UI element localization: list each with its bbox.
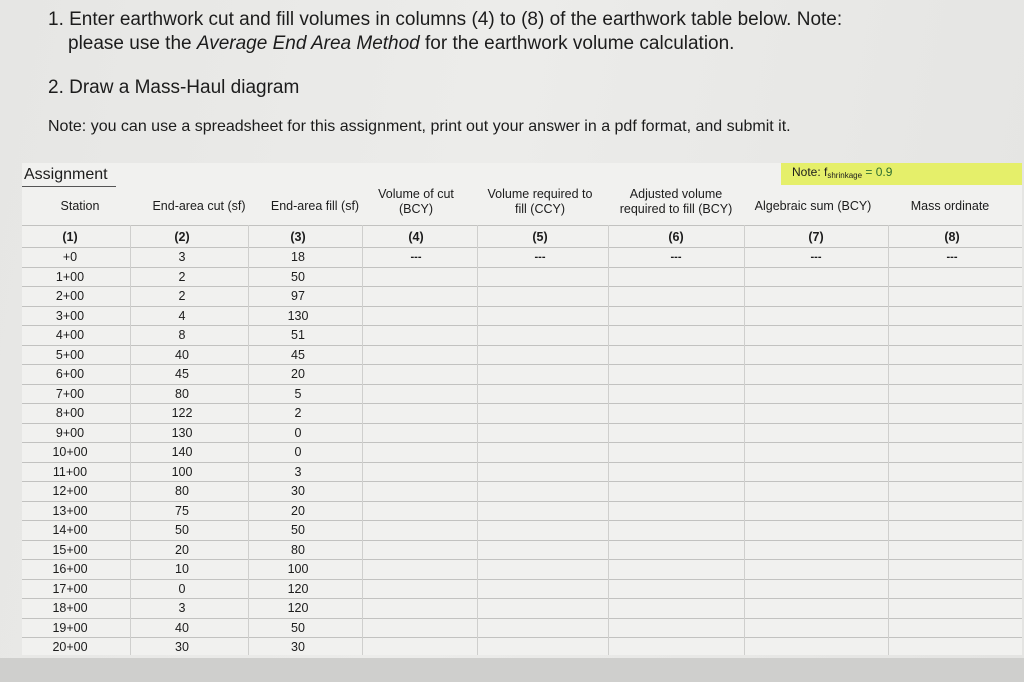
colnum-1: (1) bbox=[62, 230, 78, 244]
shrinkage-note-prefix: Note: f bbox=[792, 165, 828, 179]
station-cell[interactable]: 8+00 bbox=[55, 406, 85, 420]
colnum-2: (2) bbox=[174, 230, 190, 244]
page-bottom-edge bbox=[0, 658, 1024, 682]
instruction-item-1-line2 bbox=[48, 32, 842, 56]
table-row bbox=[22, 404, 352, 424]
station-cell[interactable]: 1+00 bbox=[55, 269, 85, 284]
fill-area-cell[interactable]: 30 bbox=[291, 640, 305, 654]
station-cell[interactable]: 17+00 bbox=[52, 581, 88, 596]
dash-col-4: --- bbox=[410, 251, 422, 263]
cut-area-cell[interactable]: 3 bbox=[178, 250, 186, 264]
cut-area-cell[interactable]: 2 bbox=[178, 289, 186, 303]
cut-area-cell[interactable]: 2 bbox=[178, 269, 186, 284]
cut-area-cell[interactable]: 4 bbox=[178, 308, 186, 323]
table-row bbox=[22, 638, 352, 655]
table-row bbox=[22, 482, 352, 502]
station-cell[interactable]: 13+00 bbox=[52, 503, 88, 518]
grid-line-vertical bbox=[362, 225, 363, 655]
table-row bbox=[22, 541, 352, 561]
dash-col-5: --- bbox=[534, 251, 546, 263]
fill-area-cell[interactable]: 20 bbox=[291, 503, 305, 518]
cut-area-cell[interactable]: 50 bbox=[175, 523, 189, 537]
fill-area-cell[interactable]: 0 bbox=[294, 445, 302, 459]
colnum-8: (8) bbox=[944, 230, 960, 244]
grid-line-vertical bbox=[888, 225, 889, 655]
cut-area-cell[interactable]: 80 bbox=[175, 484, 189, 498]
table-row bbox=[22, 385, 352, 405]
instruction-item-1-line1: 1. Enter earthwork cut and fill volumes in columns (4) to (8) of the earthwork table below. Note: bbox=[48, 9, 843, 30]
fill-area-cell[interactable]: 100 bbox=[287, 562, 309, 576]
fill-area-cell[interactable]: 18 bbox=[291, 250, 305, 264]
table-row bbox=[22, 463, 352, 483]
table-row bbox=[22, 502, 352, 522]
fill-area-cell[interactable]: 5 bbox=[294, 386, 302, 401]
dash-col-8: --- bbox=[946, 251, 958, 263]
colnum-6: (6) bbox=[668, 230, 684, 244]
table-row bbox=[22, 268, 352, 288]
header-mass-ordinate: Mass ordinate bbox=[910, 199, 990, 213]
header-cut: End-area cut (sf) bbox=[152, 199, 246, 213]
cut-area-cell[interactable]: 80 bbox=[175, 386, 189, 401]
cut-area-cell[interactable]: 122 bbox=[171, 406, 193, 420]
station-cell[interactable]: 15+00 bbox=[52, 542, 88, 557]
fill-area-cell[interactable]: 50 bbox=[291, 620, 305, 635]
table-row bbox=[22, 443, 352, 463]
colnum-7: (7) bbox=[808, 230, 824, 244]
fill-area-cell[interactable]: 3 bbox=[294, 464, 302, 479]
sheet-tab-assignment[interactable]: Assignment bbox=[22, 163, 116, 187]
fill-area-cell[interactable]: 20 bbox=[291, 367, 305, 381]
station-cell[interactable]: +0 bbox=[62, 250, 78, 264]
dash-col-7: --- bbox=[810, 251, 822, 263]
header-adjusted-volume: Adjusted volume required to fill (BCY) bbox=[619, 187, 733, 216]
fill-area-cell[interactable]: 97 bbox=[291, 289, 305, 303]
fill-area-cell[interactable]: 120 bbox=[287, 581, 309, 596]
station-cell[interactable]: 18+00 bbox=[52, 601, 88, 615]
station-cell[interactable]: 9+00 bbox=[55, 425, 85, 440]
station-cell[interactable]: 20+00 bbox=[52, 640, 88, 654]
table-row bbox=[22, 307, 352, 327]
fill-area-cell[interactable]: 51 bbox=[291, 328, 305, 342]
shrinkage-note-value: = 0.9 bbox=[862, 165, 893, 179]
header-algebraic-sum: Algebraic sum (BCY) bbox=[754, 199, 872, 213]
fill-area-cell[interactable]: 45 bbox=[291, 347, 305, 362]
fill-area-cell[interactable]: 120 bbox=[287, 601, 309, 615]
grid-line-vertical bbox=[608, 225, 609, 655]
fill-area-cell[interactable]: 2 bbox=[294, 406, 302, 420]
instruction-item-1-line2-post: for the earthwork volume calculation. bbox=[419, 33, 735, 54]
table-row bbox=[22, 248, 352, 268]
table-row bbox=[22, 326, 352, 346]
spreadsheet bbox=[22, 163, 1022, 655]
station-cell[interactable]: 10+00 bbox=[52, 445, 88, 459]
header-volume-fill: Volume required to fill (CCY) bbox=[487, 187, 593, 216]
cut-area-cell[interactable]: 130 bbox=[171, 425, 193, 440]
station-cell[interactable]: 14+00 bbox=[52, 523, 88, 537]
colnum-5: (5) bbox=[532, 230, 548, 244]
cut-area-cell[interactable]: 40 bbox=[175, 620, 189, 635]
instruction-item-1 bbox=[48, 8, 842, 56]
cut-area-cell[interactable]: 20 bbox=[175, 542, 189, 557]
station-cell[interactable]: 6+00 bbox=[55, 367, 85, 381]
table-row bbox=[22, 619, 352, 639]
cut-area-cell[interactable]: 75 bbox=[175, 503, 189, 518]
colnum-4: (4) bbox=[408, 230, 424, 244]
colnum-3: (3) bbox=[290, 230, 306, 244]
station-cell[interactable]: 2+00 bbox=[55, 289, 85, 303]
table-row bbox=[22, 287, 352, 307]
cut-area-cell[interactable]: 10 bbox=[175, 562, 189, 576]
instruction-item-1-line2-pre: please use the bbox=[68, 33, 197, 54]
cut-area-cell[interactable]: 140 bbox=[171, 445, 193, 459]
table-row bbox=[22, 365, 352, 385]
header-volume-cut: Volume of cut (BCY) bbox=[378, 187, 454, 216]
table-row bbox=[22, 560, 352, 580]
fill-area-cell[interactable]: 80 bbox=[291, 542, 305, 557]
station-cell[interactable]: 12+00 bbox=[52, 484, 88, 498]
station-cell[interactable]: 4+00 bbox=[55, 328, 85, 342]
cut-area-cell[interactable]: 45 bbox=[175, 367, 189, 381]
cut-area-cell[interactable]: 100 bbox=[171, 464, 193, 479]
header-station: Station bbox=[60, 199, 100, 213]
table-row bbox=[22, 424, 352, 444]
table-row bbox=[22, 521, 352, 541]
grid-line-vertical bbox=[477, 225, 478, 655]
fill-area-cell[interactable]: 30 bbox=[291, 484, 305, 498]
fill-area-cell[interactable]: 50 bbox=[291, 269, 305, 284]
station-cell[interactable]: 5+00 bbox=[55, 347, 85, 362]
header-fill: End-area fill (sf) bbox=[270, 199, 360, 213]
cut-area-cell[interactable]: 8 bbox=[178, 328, 186, 342]
shrinkage-note bbox=[792, 165, 892, 180]
grid-line-horizontal bbox=[22, 225, 1022, 226]
fill-area-cell[interactable]: 0 bbox=[294, 425, 302, 440]
table-row bbox=[22, 580, 352, 600]
cut-area-cell[interactable]: 30 bbox=[175, 640, 189, 654]
station-cell[interactable]: 11+00 bbox=[52, 464, 88, 479]
table-row bbox=[22, 599, 352, 619]
fill-area-cell[interactable]: 50 bbox=[291, 523, 305, 537]
station-cell[interactable]: 19+00 bbox=[52, 620, 88, 635]
dash-col-6: --- bbox=[670, 251, 682, 263]
cut-area-cell[interactable]: 3 bbox=[178, 601, 186, 615]
cut-area-cell[interactable]: 40 bbox=[175, 347, 189, 362]
method-name: Average End Area Method bbox=[196, 33, 420, 54]
table-row bbox=[22, 346, 352, 366]
shrinkage-note-subscript: shrinkage bbox=[827, 171, 863, 180]
submission-note: Note: you can use a spreadsheet for this assignment, print out your answer in a pdf format, and submit it. bbox=[48, 118, 791, 135]
station-cell[interactable]: 3+00 bbox=[55, 308, 85, 323]
fill-area-cell[interactable]: 130 bbox=[287, 308, 309, 323]
cut-area-cell[interactable]: 0 bbox=[178, 581, 186, 596]
grid-line-vertical bbox=[744, 225, 745, 655]
station-cell[interactable]: 7+00 bbox=[55, 386, 85, 401]
station-cell[interactable]: 16+00 bbox=[52, 562, 88, 576]
instruction-item-2: 2. Draw a Mass-Haul diagram bbox=[48, 77, 300, 98]
